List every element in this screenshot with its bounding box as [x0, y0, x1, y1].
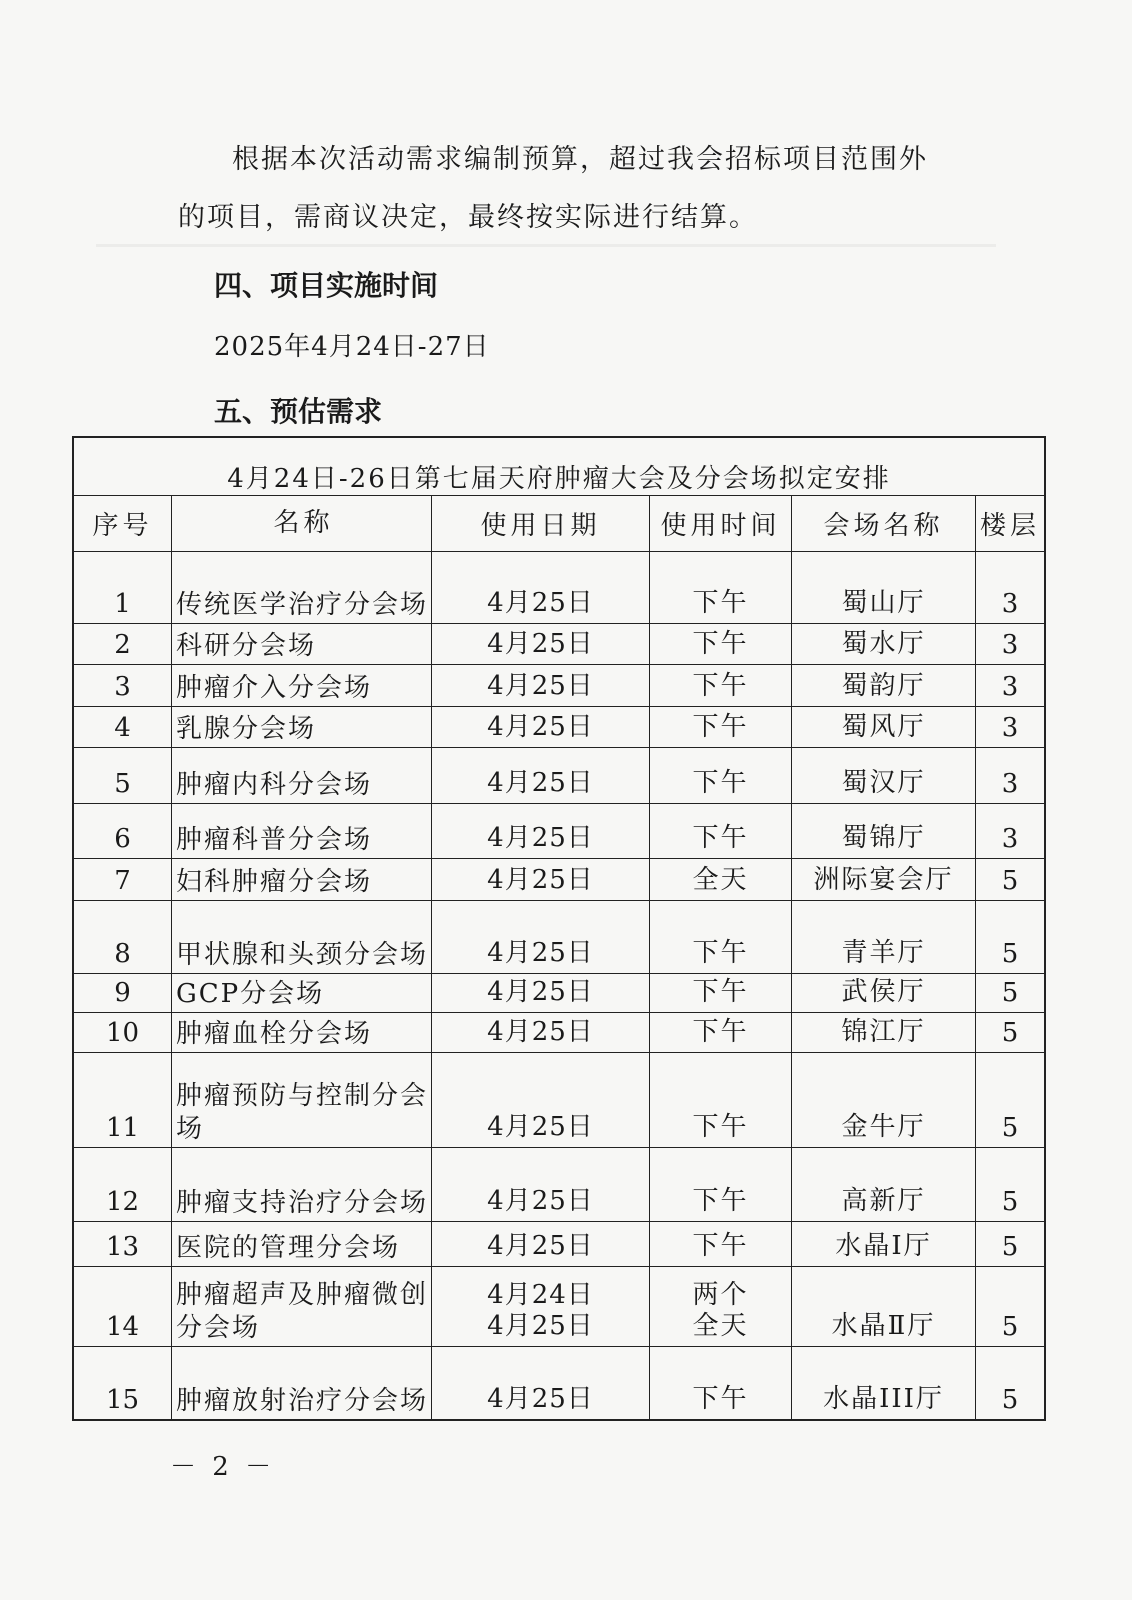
row-name-text: 肿瘤血栓分会场	[176, 1018, 373, 1049]
row-no: 15	[74, 1347, 172, 1419]
table-row	[74, 748, 1044, 804]
row-date: 4月25日	[432, 707, 650, 747]
row-floor: 3	[1001, 769, 1019, 799]
row-name-text: 肿瘤超声及肿瘤微创分会场	[176, 1280, 429, 1343]
row-time	[650, 1267, 792, 1346]
implementation-date: 2025年4月24日-27日	[214, 332, 490, 362]
row-time: 下午	[650, 707, 792, 747]
row-time: 下午	[650, 665, 792, 706]
row-no: 9	[74, 974, 172, 1012]
row-name	[172, 1053, 432, 1147]
row-venue: 水晶III厅	[792, 1347, 976, 1419]
row-name	[172, 1013, 432, 1052]
row-time: 下午	[650, 1053, 792, 1147]
row-date: 4月25日	[432, 1013, 650, 1052]
row-floor: 5	[1001, 1187, 1019, 1217]
row-name	[172, 974, 432, 1012]
row-date: 4月25日	[432, 665, 650, 706]
table-row	[74, 1347, 1044, 1419]
row-time-stack	[692, 1280, 748, 1342]
row-name	[172, 1222, 432, 1266]
table-row	[74, 665, 1044, 707]
row-name-text: 肿瘤科普分会场	[176, 824, 373, 855]
row-floor: 3	[1001, 630, 1019, 660]
row-floor: 5	[1001, 1113, 1019, 1143]
row-date-line-2: 4月25日	[487, 1310, 594, 1341]
header-floor: 楼层	[979, 511, 1040, 541]
row-date	[432, 1267, 650, 1346]
row-venue: 蜀风厅	[792, 707, 976, 747]
row-time: 全天	[650, 859, 792, 900]
section-4-heading: 四、项目实施时间	[214, 269, 439, 302]
table-row	[74, 901, 1044, 974]
row-time: 下午	[650, 1222, 792, 1266]
row-time: 下午	[650, 804, 792, 858]
row-no: 4	[74, 707, 172, 747]
row-date-stack	[487, 1280, 594, 1342]
row-time: 下午	[650, 901, 792, 973]
row-floor: 3	[1001, 589, 1019, 619]
row-no: 13	[74, 1222, 172, 1266]
table-row	[74, 1267, 1044, 1347]
body-paragraph-line-1: 根据本次活动需求编制预算，超过我会招标项目范围外	[232, 144, 928, 175]
table-row	[74, 804, 1044, 859]
row-time: 下午	[650, 1148, 792, 1221]
section-5-heading: 五、预估需求	[214, 395, 383, 428]
row-venue: 蜀锦厅	[792, 804, 976, 858]
row-no: 6	[74, 804, 172, 858]
header-no: 序号	[74, 496, 172, 551]
row-floor: 5	[1001, 1385, 1019, 1415]
row-no: 14	[74, 1267, 172, 1346]
table-row	[74, 974, 1044, 1013]
row-name	[172, 901, 432, 973]
row-venue: 武侯厅	[792, 974, 976, 1012]
row-floor: 3	[1001, 672, 1019, 702]
row-date: 4月25日	[432, 748, 650, 803]
row-name	[172, 1347, 432, 1419]
row-no: 3	[74, 665, 172, 706]
table-row	[74, 1013, 1044, 1053]
venue-schedule-table	[72, 436, 1046, 1421]
row-no: 7	[74, 859, 172, 900]
row-name	[172, 707, 432, 747]
row-venue: 金牛厅	[792, 1053, 976, 1147]
row-no: 2	[74, 624, 172, 664]
row-venue: 水晶Ⅱ厅	[792, 1267, 976, 1346]
show-through-line	[96, 244, 996, 247]
row-venue: 蜀山厅	[792, 552, 976, 623]
row-name	[172, 859, 432, 900]
row-name-text: 肿瘤放射治疗分会场	[176, 1385, 429, 1416]
row-name	[172, 804, 432, 858]
row-name	[172, 665, 432, 706]
row-name	[172, 748, 432, 803]
row-venue: 蜀韵厅	[792, 665, 976, 706]
row-no: 10	[74, 1013, 172, 1052]
table-row	[74, 859, 1044, 901]
row-no: 8	[74, 901, 172, 973]
row-floor: 5	[1001, 978, 1019, 1008]
row-date: 4月25日	[432, 1053, 650, 1147]
table-row	[74, 1222, 1044, 1267]
row-name-text: 医院的管理分会场	[176, 1232, 401, 1263]
row-no: 12	[74, 1148, 172, 1221]
row-date: 4月25日	[432, 1347, 650, 1419]
row-time-line-1: 两个	[692, 1279, 749, 1310]
row-no: 1	[74, 552, 172, 623]
row-floor: 5	[1001, 1018, 1019, 1048]
row-floor: 5	[1001, 939, 1019, 969]
page-number: － 2 －	[170, 1452, 276, 1482]
row-venue: 高新厅	[792, 1148, 976, 1221]
row-name-text: GCP分会场	[176, 978, 325, 1009]
row-time: 下午	[650, 624, 792, 664]
row-name-text: 肿瘤介入分会场	[176, 672, 373, 703]
table-row	[74, 1053, 1044, 1148]
row-name	[172, 624, 432, 664]
row-floor: 5	[1001, 1312, 1019, 1342]
row-name-text: 肿瘤内科分会场	[176, 769, 373, 800]
row-floor: 5	[1001, 1232, 1019, 1262]
header-venue: 会场名称	[792, 496, 976, 551]
row-time: 下午	[650, 552, 792, 623]
row-time: 下午	[650, 974, 792, 1012]
row-name	[172, 552, 432, 623]
row-date: 4月25日	[432, 804, 650, 858]
table-row	[74, 552, 1044, 624]
row-name	[172, 1267, 432, 1346]
header-time: 使用时间	[650, 496, 792, 551]
row-date-line-1: 4月24日	[487, 1279, 594, 1310]
row-floor: 5	[1001, 866, 1019, 896]
row-date: 4月25日	[432, 901, 650, 973]
row-name-text: 肿瘤支持治疗分会场	[176, 1187, 429, 1218]
row-no: 11	[74, 1053, 172, 1147]
table-row	[74, 624, 1044, 665]
row-name-text: 肿瘤预防与控制分会场	[176, 1081, 429, 1144]
row-floor: 3	[1001, 713, 1019, 743]
row-date: 4月25日	[432, 1148, 650, 1221]
row-date: 4月25日	[432, 974, 650, 1012]
row-venue: 水晶Ⅰ厅	[792, 1222, 976, 1266]
row-name-text: 乳腺分会场	[176, 713, 317, 744]
table-row	[74, 707, 1044, 748]
header-date: 使用日期	[432, 496, 650, 551]
row-name-text: 妇科肿瘤分会场	[176, 866, 373, 897]
row-floor: 3	[1001, 824, 1019, 854]
row-name-text: 传统医学治疗分会场	[176, 589, 429, 620]
body-paragraph-line-2: 的项目，需商议决定，最终按实际进行结算。	[178, 202, 758, 233]
row-date: 4月25日	[432, 624, 650, 664]
row-time: 下午	[650, 1347, 792, 1419]
row-time: 下午	[650, 1013, 792, 1052]
row-date: 4月25日	[432, 552, 650, 623]
table-row	[74, 1148, 1044, 1222]
table-header-row	[74, 496, 1044, 552]
row-time: 下午	[650, 748, 792, 803]
row-time-line-2: 全天	[692, 1310, 749, 1341]
row-date: 4月25日	[432, 1222, 650, 1266]
row-name-text: 甲状腺和头颈分会场	[176, 939, 429, 970]
row-venue: 蜀水厅	[792, 624, 976, 664]
row-name-text: 科研分会场	[176, 630, 317, 661]
table-title: 4月24日-26日第七届天府肿瘤大会及分会场拟定安排	[74, 438, 1044, 496]
row-venue: 洲际宴会厅	[792, 859, 976, 900]
row-venue: 蜀汉厅	[792, 748, 976, 803]
row-venue: 锦江厅	[792, 1013, 976, 1052]
row-venue: 青羊厅	[792, 901, 976, 973]
row-date: 4月25日	[432, 859, 650, 900]
header-name: 名称	[172, 496, 432, 551]
row-no: 5	[74, 748, 172, 803]
row-name	[172, 1148, 432, 1221]
